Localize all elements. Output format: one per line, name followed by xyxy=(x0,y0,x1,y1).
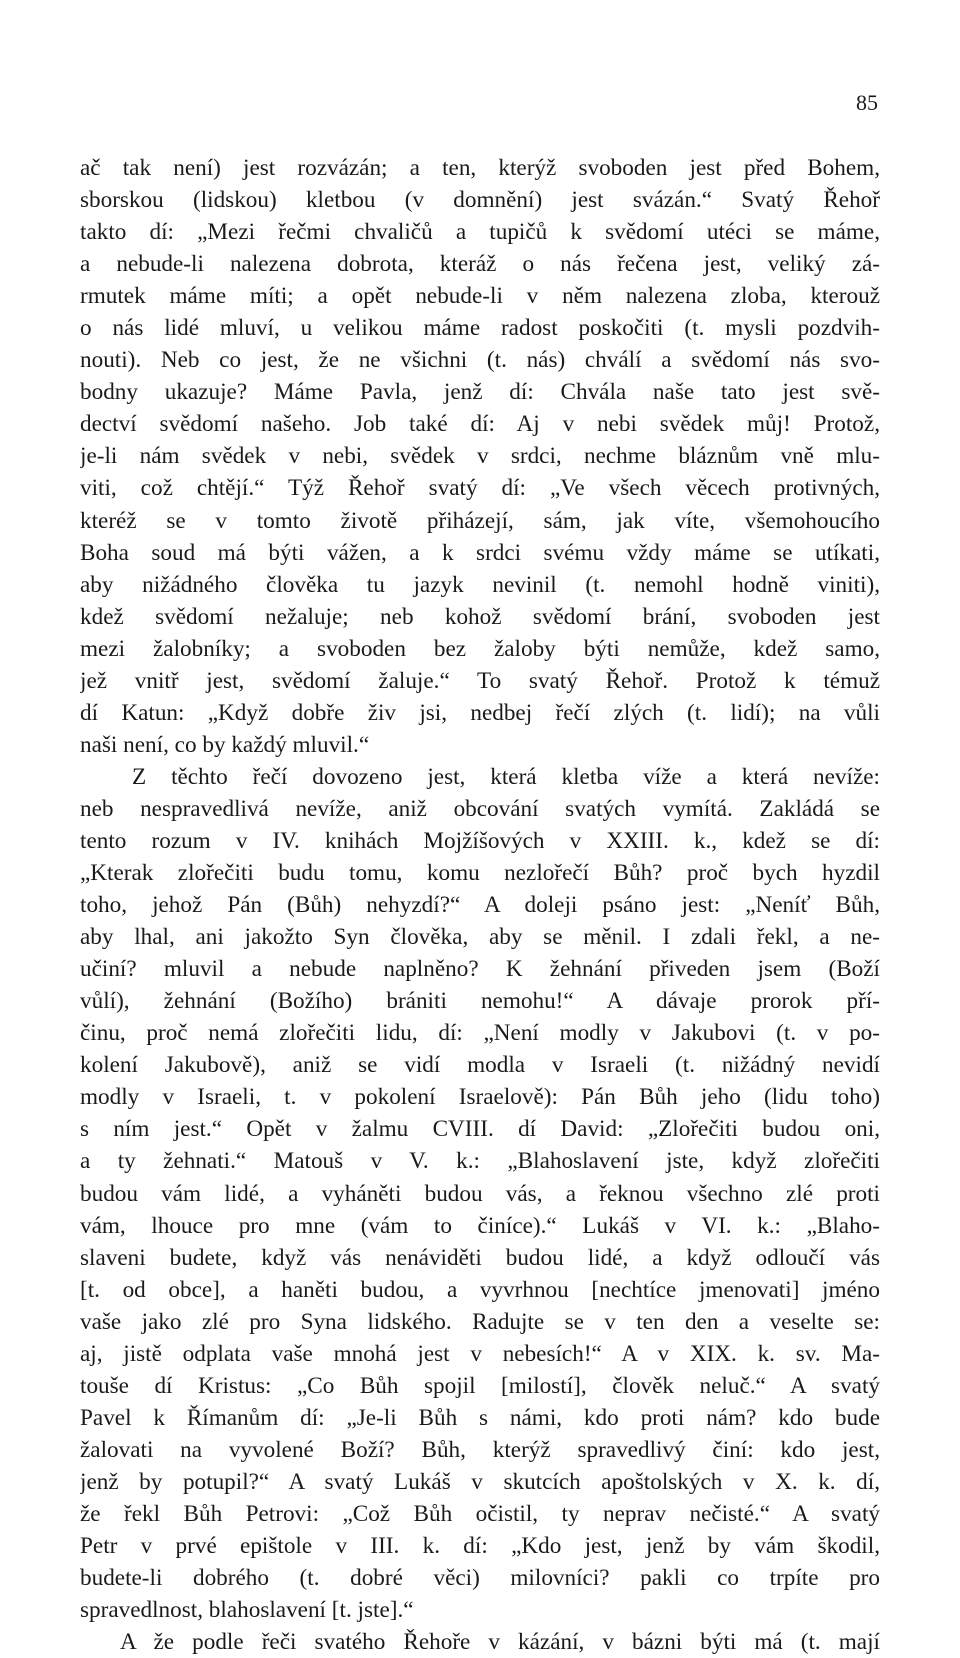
text-line: neb nespravedlivá nevíže, aniž obcování svatých vymítá. Zakládá se xyxy=(80,795,880,822)
text-line: a ty žehnati.“ Matouš v V. k.: „Blahoslavení jste, když zlořečiti xyxy=(80,1148,880,1175)
text-line: kteréž se v tomto životě přiházejí, sám, jak víte, všemohoucího xyxy=(80,507,880,534)
text-line: učiní? mluvil a nebude naplněno? K žehnání přiveden jsem (Boží xyxy=(80,956,880,983)
text-line: tento rozum v IV. knihách Mojžíšových v XXIII. k., kdež se dí: xyxy=(80,827,880,854)
text-line: slaveni budete, když vás nenáviděti budou lidé, a když odloučí vás xyxy=(80,1244,880,1271)
text-line: bodny ukazuje? Máme Pavla, jenž dí: Chvála naše tato jest svě- xyxy=(80,379,880,406)
text-line: že řekl Bůh Petrovi: „Což Bůh očistil, ty neprav nečisté.“ A svatý xyxy=(80,1500,880,1527)
text-line: aby nižádného člověka tu jazyk nevinil (t. nemohl hodně viniti), xyxy=(80,571,880,598)
text-line: sborskou (lidskou) kletbou (v domnění) jest svázán.“ Svatý Řehoř xyxy=(80,187,880,214)
text-line: spravedlnost, blahoslavení [t. jste].“ xyxy=(80,1597,414,1624)
text-line: budete-li dobrého (t. dobré věci) milovníci? pakli co trpíte pro xyxy=(80,1565,880,1592)
text-line: Z těchto řečí dovozeno jest, která kletba víže a která nevíže: xyxy=(132,763,880,790)
text-line: takto dí: „Mezi řečmi chvaličů a tupičů k svědomí utéci se máme, xyxy=(80,219,880,246)
text-line: dectví svědomí našeho. Job také dí: Aj v nebi svědek můj! Protož, xyxy=(80,411,880,438)
text-line: o nás lidé mluví, u velikou máme radost poskočiti (t. mysli pozdvih- xyxy=(80,315,880,342)
text-line: činu, proč nemá zlořečiti lidu, dí: „Není modly v Jakubovi (t. v po- xyxy=(80,1020,880,1047)
text-line: vám, lhouce pro mne (vám to činíce).“ Lukáš v VI. k.: „Blaho- xyxy=(80,1212,880,1239)
text-line: vaše jako zlé pro Syna lidského. Radujte se v ten den a veselte se: xyxy=(80,1308,880,1335)
text-line: Petr v prvé epištole v III. k. dí: „Kdo jest, jenž by vám škodil, xyxy=(80,1533,880,1560)
text-line: rmutek máme míti; a opět nebude-li v něm nalezena zloba, kterouž xyxy=(80,283,880,310)
text-line: [t. od obce], a haněti budou, a vyvrhnou [nechtíce jmenovati] jméno xyxy=(80,1276,880,1303)
text-line: Boha soud má býti vážen, a k srdci svému vždy máme se utíkati, xyxy=(80,539,880,566)
text-line: aby lhal, ani jakožto Syn člověka, aby se měnil. I zdali řekl, a ne- xyxy=(80,924,880,951)
text-line: mezi žalobníky; a svoboden bez žaloby býti nemůže, kdež samo, xyxy=(80,635,880,662)
text-line: modly v Israeli, t. v pokolení Israelově): Pán Bůh jeho (lidu toho) xyxy=(80,1084,880,1111)
text-line: s ním jest.“ Opět v žalmu CVIII. dí David: „Zlořečiti budou oni, xyxy=(80,1116,880,1143)
body-text xyxy=(80,152,880,1658)
text-line: budou vám lidé, a vyháněti budou vás, a řeknou všechno zlé proti xyxy=(80,1180,880,1207)
text-line: žalovati na vyvolené Boží? Bůh, kterýž spravedlivý činí: kdo jest, xyxy=(80,1436,880,1463)
text-line: dí Katun: „Když dobře živ jsi, nedbej řečí zlých (t. lidí); na vůli xyxy=(80,699,880,726)
text-line: a nebude-li nalezena dobrota, kteráž o nás řečena jest, veliký zá- xyxy=(80,251,880,278)
text-line: touše dí Kristus: „Co Bůh spojil [milostí], člověk neluč.“ A svatý xyxy=(80,1372,880,1399)
text-line: A že podle řeči svatého Řehoře v kázání, v bázni býti má (t. mají xyxy=(120,1629,880,1656)
text-line: jenž by potupil?“ A svatý Lukáš v skutcích apoštolských v X. k. dí, xyxy=(80,1468,880,1495)
text-line: kdež svědomí nežaluje; neb kohož svědomí brání, svoboden jest xyxy=(80,603,880,630)
text-line: toho, jehož Pán (Bůh) nehyzdí?“ A doleji psáno jest: „Neníť Bůh, xyxy=(80,892,880,919)
text-line: je-li nám svědek v nebi, svědek v srdci, nechme bláznům vně mlu- xyxy=(80,443,880,470)
text-line: nouti). Neb co jest, že ne všichni (t. nás) chválí a svědomí nás svo- xyxy=(80,347,880,374)
text-line: viti, což chtějí.“ Týž Řehoř svatý dí: „Ve všech věcech protivných, xyxy=(80,475,880,502)
text-line: Pavel k Římanům dí: „Je-li Bůh s námi, kdo proti nám? kdo bude xyxy=(80,1404,880,1431)
page-number: 85 xyxy=(856,90,878,115)
text-line: aj, jistě odplata vaše mnohá jest v nebesích!“ A v XIX. k. sv. Ma- xyxy=(80,1340,880,1367)
text-line: ač tak není) jest rozvázán; a ten, kterýž svoboden jest před Bohem, xyxy=(80,155,880,181)
text-line: jež vnitř jest, svědomí žaluje.“ To svatý Řehoř. Protož k témuž xyxy=(80,667,880,694)
text-line: kolení Jakubově), aniž se vidí modla v Israeli (t. nižádný nevidí xyxy=(80,1052,880,1079)
text-line: naši není, co by každý mluvil.“ xyxy=(80,731,370,758)
text-line: vůlí), žehnání (Božího) brániti nemohu!“ A dávaje prorok pří- xyxy=(80,988,880,1015)
text-line: „Kterak zlořečiti budu tomu, komu nezlořečí Bůh? proč bych hyzdil xyxy=(80,860,880,887)
